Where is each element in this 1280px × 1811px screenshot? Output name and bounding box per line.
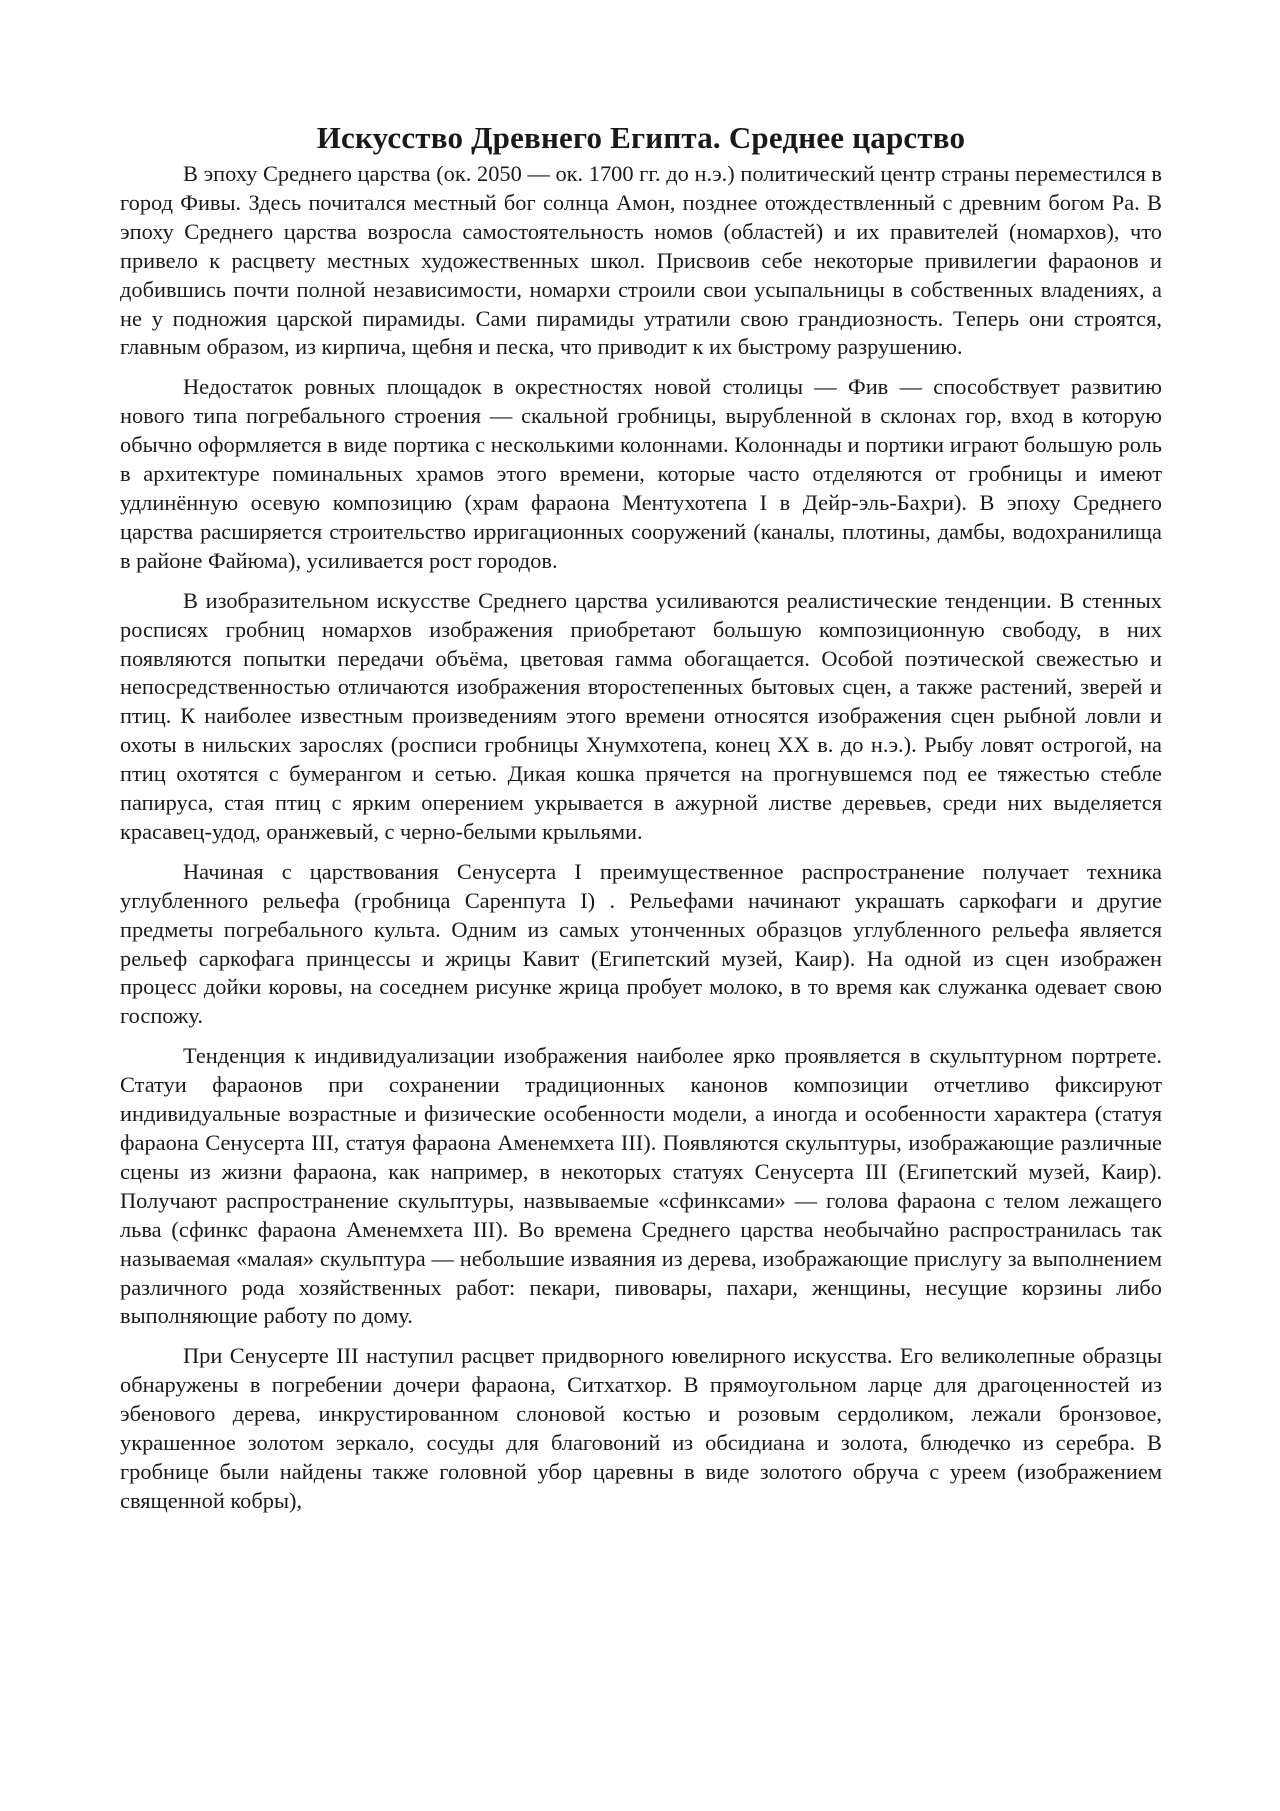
- document-page: [120, 118, 1162, 1527]
- paragraph-1: В эпоху Среднего царства (ок. 2050 — ок. 1700 гг. до н.э.) политический центр страны переместился в город Фивы. Здесь почитался местный бог солнца Амон, позднее отождествленный с древним богом Ра. В эпоху Среднего царства возросла самостоятельность номов (областей) и их правителей (номархов), что привело к расцвету местных художественных школ. Присвоив себе некоторые привилегии фараонов и добившись почти полной независимости, номархи строили свои усыпальницы в собственных владениях, а не у подножия царской пирамиды. Сами пирамиды утратили свою грандиозность. Теперь они строятся, главным образом, из кирпича, щебня и песка, что приводит к их быстрому разрушению.: [120, 161, 1162, 360]
- paragraph-5: Тенденция к индивидуализации изображения наиболее ярко проявляется в скульптурном портрете. Статуи фараонов при сохранении традиционных канонов композиции отчетливо фиксируют индивидуальные возрастные и физические особенности модели, а иногда и особенности характера (статуя фараона Сенусерта III, статуя фараона Аменемхета III). Появляются скульптуры, изображающие различные сцены из жизни фараона, как например, в некоторых статуях Сенусерта III (Египетский музей, Каир). Получают распространение скульптуры, назвываемые «сфинксами» — голова фараона с телом лежащего льва (сфинкс фараона Аменемхета III). Во времена Среднего царства необычайно распространилась так называемая «малая» скульптура — небольшие изваяния из дерева, изображающие прислугу за выполнением различного рода хозяйственных работ: пекари, пивовары, пахари, женщины, несущие корзины либо выполняющие работу по дому.: [120, 1043, 1162, 1329]
- paragraph-6: При Сенусерте III наступил расцвет придворного ювелирного искусства. Его великолепные образцы обнаружены в погребении дочери фараона, Ситхатхор. В прямоугольном ларце для драгоценностей из эбенового дерева, инкрустированном слоновой костью и розовым сердоликом, лежали бронзовое, украшенное золотом зеркало, сосуды для благовоний из обсидиана и золота, блюдечко из серебра. В гробнице были найдены также головной убор царевны в виде золотого обруча с уреем (изображением священной кобры),: [120, 1343, 1162, 1513]
- page-title: Искусство Древнего Египта. Среднее царство: [316, 120, 966, 155]
- paragraph-3: В изобразительном искусстве Среднего царства усиливаются реалистические тенденции. В стенных росписях гробниц номархов изображения приобретают большую композиционную свободу, в них появляются попытки передачи объёма, цветовая гамма обогащается. Особой поэтической свежестью и непосредственностью отличаются изображения второстепенных бытовых сцен, а также растений, зверей и птиц. К наиболее известным произведениям этого времени относятся изображения сцен рыбной ловли и охоты в нильских зарослях (росписи гробницы Хнумхотепа, конец XX в. до н.э.). Рыбу ловят острогой, на птиц охотятся с бумерангом и сетью. Дикая кошка прячется на прогнувшемся под ее тяжестью стебле папируса, стая птиц с ярким оперением укрывается в ажурной листве деревьев, среди них выделяется красавец-удод, оранжевый, с черно-белыми крыльями.: [120, 587, 1162, 844]
- paragraph-2: Недостаток ровных площадок в окрестностях новой столицы — Фив — способствует развитию нового типа погребального строения — скальной гробницы, вырубленной в склонах гор, вход в которую обычно оформляется в виде портика с несколькими колоннами. Колоннады и портики играют большую роль в архитектуре поминальных храмов этого времени, которые часто отделяются от гробницы и имеют удлинённую осевую композицию (храм фараона Ментухотепа I в Дейр-эль-Бахри). В эпоху Среднего царства расширяется строительство ирригационных сооружений (каналы, плотины, дамбы, водохранилища в районе Файюма), усиливается рост городов.: [120, 374, 1162, 573]
- paragraph-4: Начиная с царствования Сенусерта I преимущественное распространение получает техника углубленного рельефа (гробница Саренпута I) . Рельефами начинают украшать саркофаги и другие предметы погребального культа. Одним из самых утонченных образцов углубленного рельефа является рельеф саркофага принцессы и жрицы Кавит (Египетский музей, Каир). На одной из сцен изображен процесс дойки коровы, на соседнем рисунке жрица пробует молоко, в то время как служанка одевает свою госпожу.: [120, 858, 1162, 1029]
